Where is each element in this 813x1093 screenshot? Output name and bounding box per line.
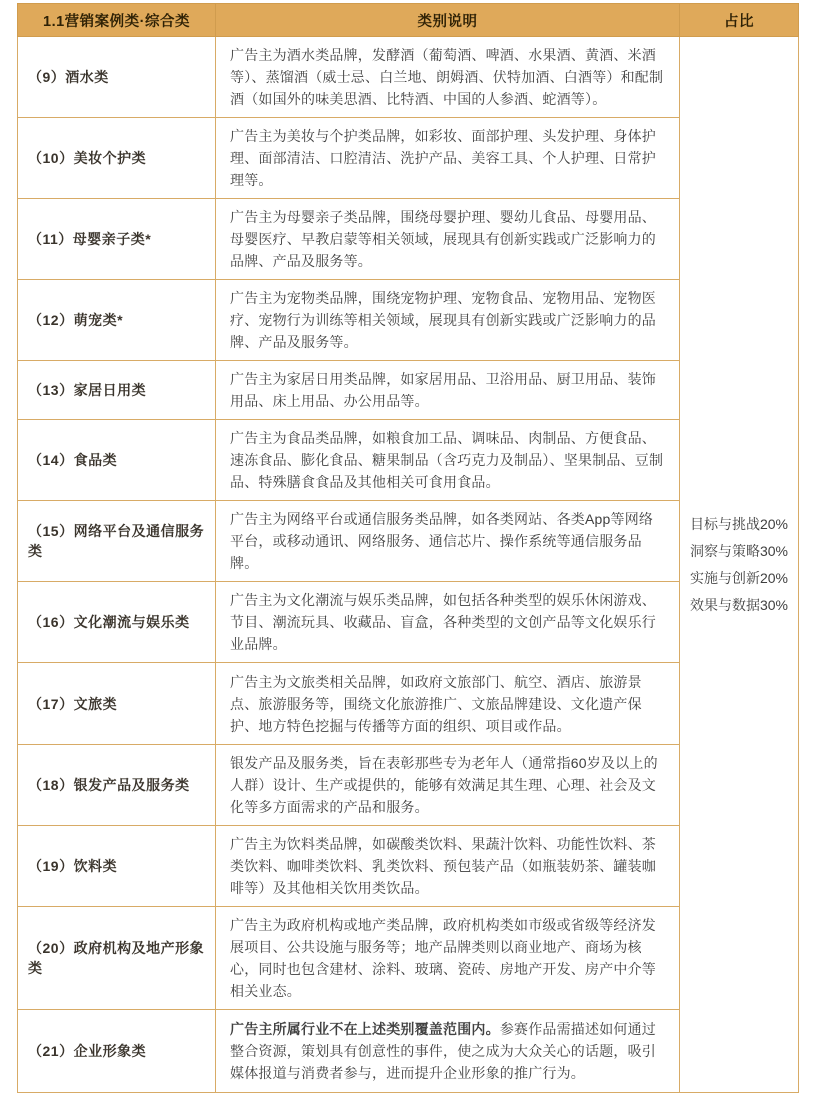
description-bold-lead: 广告主所属行业不在上述类别覆盖范围内。 bbox=[230, 1021, 500, 1037]
category-cell: （11）母婴亲子类* bbox=[18, 199, 216, 280]
description-text: 广告主为美妆与个护类品牌，如彩妆、面部护理、头发护理、身体护理、面部清洁、口腔清洁、洗护产品、美容工具、个人护理、日常护理等。 bbox=[230, 128, 656, 188]
category-table bbox=[17, 3, 799, 1093]
description-text: 广告主为酒水类品牌，发酵酒（葡萄酒、啤酒、水果酒、黄酒、米酒等）、蒸馏酒（威士忌、白兰地、朗姆酒、伏特加酒、白酒等）和配制酒（如国外的味美思酒、比特酒、中国的人参酒、蛇酒等）。 bbox=[230, 47, 664, 107]
ratio-line: 目标与挑战20% bbox=[689, 515, 789, 532]
description-text: 广告主为文化潮流与娱乐类品牌，如包括各种类型的娱乐休闲游戏、节目、潮流玩具、收藏品、盲盒，各种类型的文创产品等文化娱乐行业品牌。 bbox=[230, 592, 656, 652]
category-cell: （12）萌宠类* bbox=[18, 280, 216, 361]
description-text: 广告主为饮料类品牌，如碳酸类饮料、果蔬汁饮料、功能性饮料、茶类饮料、咖啡类饮料、乳类饮料、预包装产品（如瓶装奶茶、罐装咖啡等）及其他相关饮用类饮品。 bbox=[230, 836, 656, 896]
description-text: 银发产品及服务类，旨在表彰那些专为老年人（通常指60岁及以上的人群）设计、生产或提供的，能够有效满足其生理、心理、社会及文化等多方面需求的产品和服务。 bbox=[230, 755, 658, 815]
category-cell: （18）银发产品及服务类 bbox=[18, 745, 216, 826]
category-cell: （15）网络平台及通信服务类 bbox=[18, 501, 216, 582]
description-cell bbox=[216, 907, 680, 1010]
description-cell bbox=[216, 280, 680, 361]
header-category: 1.1营销案例类·综合类 bbox=[18, 4, 216, 37]
description-text: 广告主为母婴亲子类品牌，围绕母婴护理、婴幼儿食品、母婴用品、母婴医疗、早教启蒙等相关领域，展现具有创新实践或广泛影响力的品牌、产品及服务等。 bbox=[230, 209, 656, 269]
description-cell bbox=[216, 420, 680, 501]
category-cell: （13）家居日用类 bbox=[18, 361, 216, 420]
ratio-cell bbox=[680, 37, 799, 1093]
ratio-line: 洞察与策略30% bbox=[689, 542, 789, 559]
description-text: 广告主为政府机构或地产类品牌，政府机构类如市级或省级等经济发展项目、公共设施与服务等；地产品牌类则以商业地产、商场为核心，同时也包含建材、涂料、玻璃、瓷砖、房地产开发、房产中介等相关业态。 bbox=[230, 917, 656, 999]
description-cell bbox=[216, 37, 680, 118]
table-header-row bbox=[18, 4, 799, 37]
ratio-line: 效果与数据30% bbox=[689, 596, 789, 613]
header-description: 类别说明 bbox=[216, 4, 680, 37]
description-text: 广告主为宠物类品牌，围绕宠物护理、宠物食品、宠物用品、宠物医疗、宠物行为训练等相关领域，展现具有创新实践或广泛影响力的品牌、产品及服务等。 bbox=[230, 290, 656, 350]
category-cell: （19）饮料类 bbox=[18, 826, 216, 907]
ratio-line: 实施与创新20% bbox=[689, 569, 789, 586]
category-cell: （16）文化潮流与娱乐类 bbox=[18, 582, 216, 663]
category-table-container bbox=[17, 3, 799, 1093]
description-cell bbox=[216, 745, 680, 826]
description-cell bbox=[216, 582, 680, 663]
description-text: 广告主为食品类品牌，如粮食加工品、调味品、肉制品、方便食品、速冻食品、膨化食品、糖果制品（含巧克力及制品）、坚果制品、豆制品、特殊膳食食品及其他相关可食用食品。 bbox=[230, 430, 664, 490]
description-text: 广告主为文旅类相关品牌，如政府文旅部门、航空、酒店、旅游景点、旅游服务等，围绕文化旅游推广、文旅品牌建设、文化遗产保护、地方特色挖掘与传播等方面的组织、项目或作品。 bbox=[230, 673, 642, 734]
description-text: 广告主为网络平台或通信服务类品牌，如各类网站、各类App等网络平台，或移动通讯、网络服务、通信芯片、操作系统等通信服务品牌。 bbox=[230, 511, 654, 571]
description-cell bbox=[216, 663, 680, 745]
description-cell bbox=[216, 118, 680, 199]
description-cell bbox=[216, 826, 680, 907]
description-text: 参赛作品需描述如何通过整合资源，策划具有创意性的事件，使之成为大众关心的话题，吸引媒体报道与消费者参与，进而提升企业形象的推广行为。 bbox=[230, 1021, 657, 1081]
category-cell: （9）酒水类 bbox=[18, 37, 216, 118]
description-cell bbox=[216, 1010, 680, 1093]
category-cell: （17）文旅类 bbox=[18, 663, 216, 745]
category-cell: （14）食品类 bbox=[18, 420, 216, 501]
table-row bbox=[18, 37, 799, 118]
description-text: 广告主为家居日用类品牌，如家居用品、卫浴用品、厨卫用品、装饰用品、床上用品、办公用品等。 bbox=[230, 371, 656, 409]
description-cell bbox=[216, 361, 680, 420]
category-cell: （20）政府机构及地产形象类 bbox=[18, 907, 216, 1010]
header-ratio: 占比 bbox=[680, 4, 799, 37]
description-cell bbox=[216, 501, 680, 582]
category-cell: （21）企业形象类 bbox=[18, 1010, 216, 1093]
description-cell bbox=[216, 199, 680, 280]
category-cell: （10）美妆个护类 bbox=[18, 118, 216, 199]
